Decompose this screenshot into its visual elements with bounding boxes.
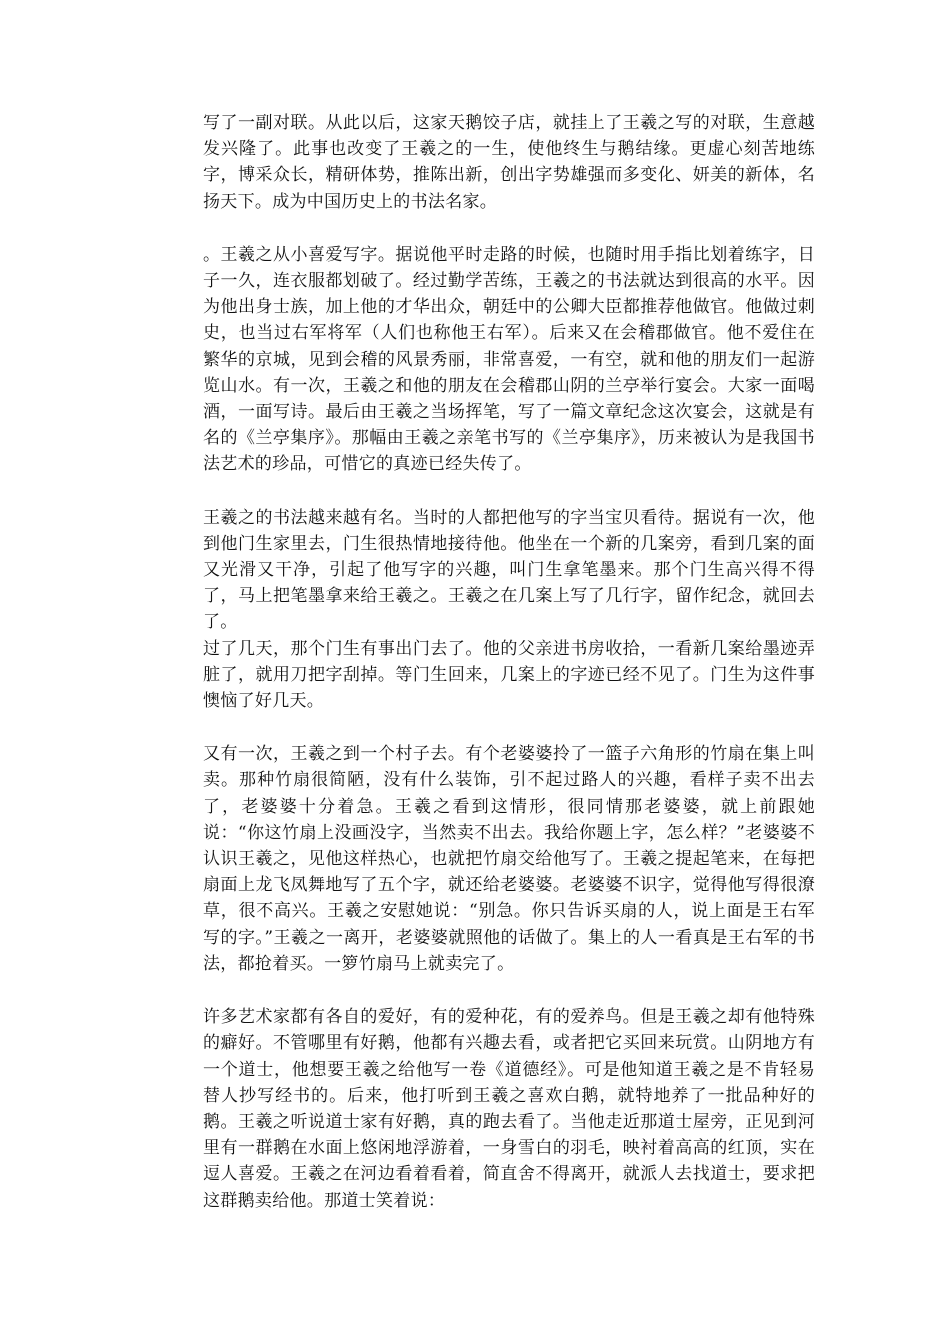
paragraph-6: 许多艺术家都有各自的爱好，有的爱种花，有的爱养鸟。但是王羲之却有他特殊的癖好。不管哪里有好鹅，他都有兴趣去看，或者把它买回来玩赏。山阴地方有一个道士，他想要王羲之给他写一卷《道德经》。可是他知道王羲之是不肯轻易替人抄写经书的。后来，他打听到王羲之喜欢白鹅，就特地养了一批品种好的鹅。王羲之听说道士家有好鹅，真的跑去看了。当他走近那道士屋旁，正见到河里有一群鹅在水面上悠闲地浮游着，一身雪白的羽毛，映衬着高高的红顶，实在逗人喜爱。王羲之在河边看着看着，简直舍不得离开，就派人去找道士，要求把这群鹅卖给他。那道士笑着说： — [203, 1007, 815, 1211]
paragraph-1: 写了一副对联。从此以后，这家天鹅饺子店，就挂上了王羲之写的对联，生意越发兴隆了。此事也改变了王羲之的一生，使他终生与鹅结缘。更虚心刻苦地练字，博采众长，精研体势，推陈出新，创出字势雄强而多变化、妍美的新体，名扬天下。成为中国历史上的书法名家。 — [203, 113, 815, 212]
paragraph-3: 王羲之的书法越来越有名。当时的人都把他写的字当宝贝看待。据说有一次，他到他门生家里去，门生很热情地接待他。他坐在一个新的几案旁，看到几案的面又光滑又干净，引起了他写字的兴趣，叫门生拿笔墨来。那个门生高兴得不得了，马上把笔墨拿来给王羲之。王羲之在几案上写了几行字，留作纪念，就回去了。 — [203, 507, 815, 633]
paragraph-2: 。王羲之从小喜爱写字。据说他平时走路的时候，也随时用手指比划着练字，日子一久，连衣服都划破了。经过勤学苦练，王羲之的书法就达到很高的水平。因为他出身士族，加上他的才华出众，朝廷中的公卿大臣都推荐他做官。他做过刺史，也当过右军将军（人们也称他王右军）。后来又在会稽郡做官。他不爱住在繁华的京城，见到会稽的风景秀丽，非常喜爱，一有空，就和他的朋友们一起游览山水。有一次，王羲之和他的朋友在会稽郡山阴的兰亭举行宴会。大家一面喝酒，一面写诗。最后由王羲之当场挥笔，写了一篇文章纪念这次宴会，这就是有名的《兰亭集序》。那幅由王羲之亲笔书写的《兰亭集序》，历来被认为是我国书法艺术的珍品，可惜它的真迹已经失传了。 — [203, 244, 815, 475]
paragraph-5: 又有一次，王羲之到一个村子去。有个老婆婆拎了一篮子六角形的竹扇在集上叫卖。那种竹扇很简陋，没有什么装饰，引不起过路人的兴趣，看样子卖不出去了，老婆婆十分着急。王羲之看到这情形，很同情那老婆婆，就上前跟她说：“你这竹扇上没画没字，当然卖不出去。我给你题上字，怎么样？”老婆婆不认识王羲之，见他这样热心，也就把竹扇交给他写了。王羲之提起笔来，在每把扇面上龙飞凤舞地写了五个字，就还给老婆婆。老婆婆不识字，觉得他写得很潦草，很不高兴。王羲之安慰她说：“别急。你只告诉买扇的人，说上面是王右军写的字。”王羲之一离开，老婆婆就照他的话做了。集上的人一看真是王右军的书法，都抢着买。一箩竹扇马上就卖完了。 — [203, 744, 815, 974]
document-page — [203, 110, 815, 1241]
paragraph-4: 过了几天，那个门生有事出门去了。他的父亲进书房收拾，一看新几案给墨迹弄脏了，就用刀把字刮掉。等门生回来，几案上的字迹已经不见了。门生为这件事懊恼了好几天。 — [203, 638, 815, 712]
